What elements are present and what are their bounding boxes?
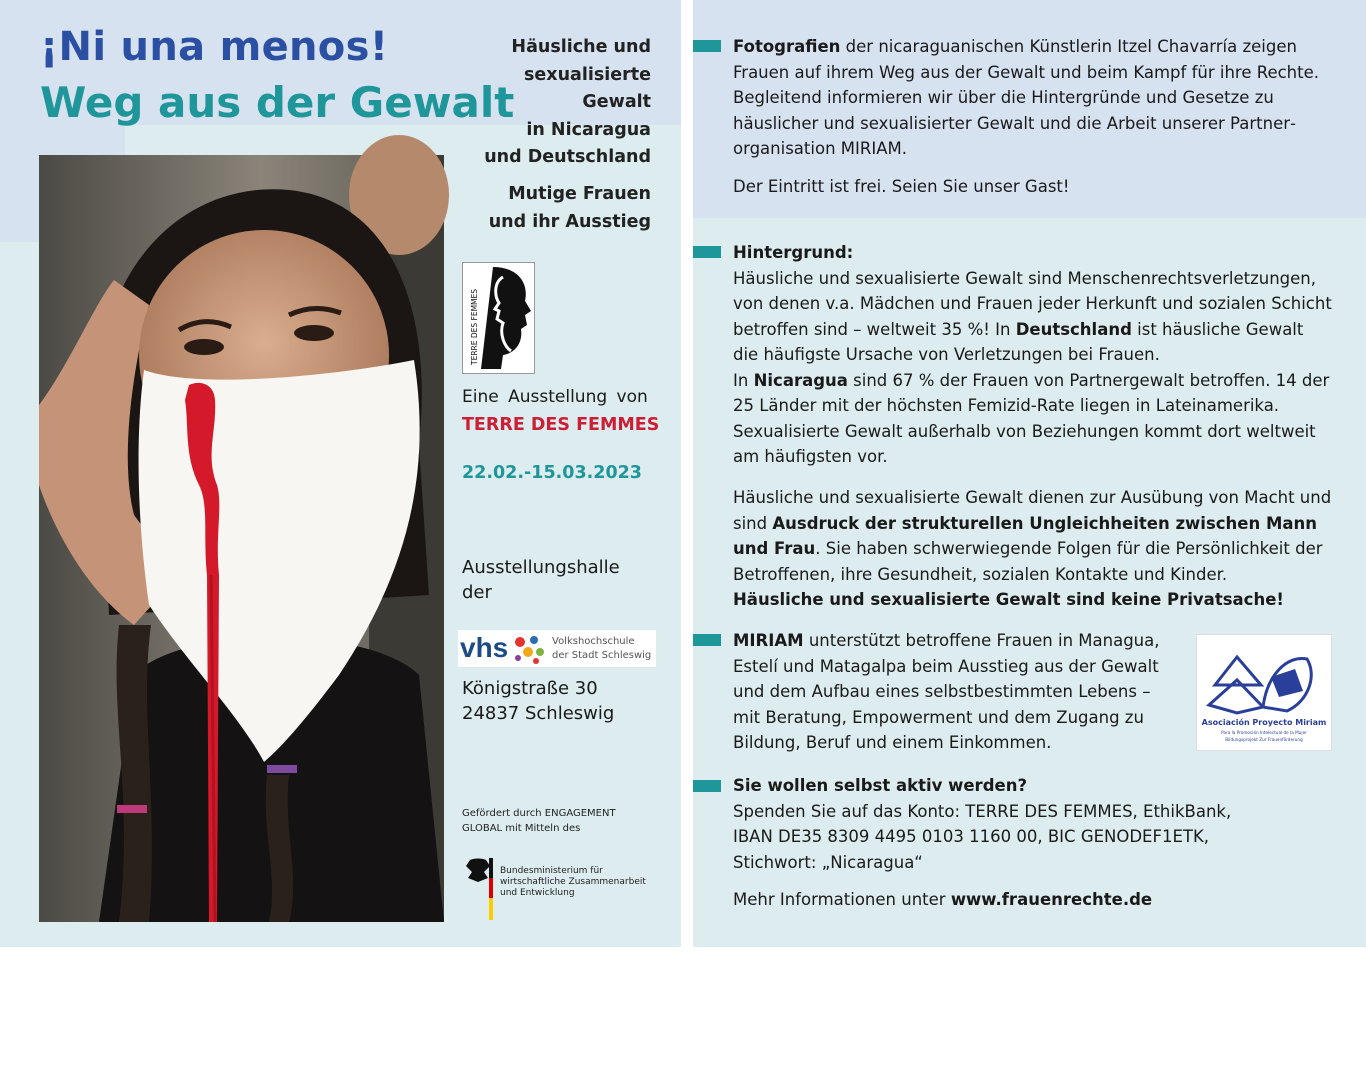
right-page [693,0,1366,947]
exhibition-dates: 22.02.-15.03.2023 [462,463,642,483]
background-heading: Hintergrund: [733,243,854,262]
subtitle [451,34,651,172]
subtitle-line: in Nicaragua [526,119,651,140]
profile-logo-icon [463,263,534,373]
title-line2: Weg aus der Gewalt [40,78,515,127]
miriam-logo-tagline: Bildungsprojekt Zur Frauenförderung [1225,737,1303,742]
miriam-logo-tagline: Para la Promoción Intelectual de la Mujer [1221,730,1307,735]
miriam-logo [1196,634,1332,751]
exhibition-by: Eine Ausstellung von [462,387,648,407]
tdf-logo-text: TERRE DES FEMMES [470,288,479,365]
ministry-line: und Entwicklung [500,888,575,898]
left-page [0,0,681,1071]
power-bold: Ausdruck der strukturellen Ungleichheiten zwischen Mann und Frau [733,513,1318,558]
terre-des-femmes-logo [462,262,535,374]
miriam-logo-name: Asociación Proyecto Miriam [1201,718,1327,727]
miriam-text: unterstützt betroffene Frauen in Managua, Estelí und Matagalpa beim Ausstieg aus der Gewalt und dem Aufbau eines selbstbestimmten Lebens – mit Beratung, Empowerment und dem Zugang zu Bildung, Beruf und einem Einkommen. [733,631,1160,752]
subtitle-line: und Deutschland [484,147,651,167]
vhs-name-line1: Volkshochschule [552,636,635,647]
subtitle-line: Häusliche und [511,37,651,57]
background-text: In [733,370,754,390]
vhs-logo-wordmark: vhs [460,632,509,663]
funding-line2: GLOBAL mit Mitteln des [462,823,581,834]
ministry-line: Bundesministerium für [500,866,603,876]
vhs-logo [458,630,656,667]
power-text: Häusliche und sexualisierte Gewalt dienen zur Ausübung von Macht und sind [733,488,1332,533]
subtitle-line: sexualisierte [524,64,651,85]
background-text: Häusliche und sexualisierte Gewalt sind Menschenrechtsverletzungen, von denen v.a. Mädchen und Frauen jeder Herkunft und sozialen Schicht betroffen sind – weltweit 35 %! In [733,268,1332,339]
subtitle-line: Gewalt [582,92,651,112]
action-heading: Sie wollen selbst aktiv werden? [733,776,1028,795]
power-emphasis: Häusliche und sexualisierte Gewalt sind keine Privatsache! [733,590,1284,609]
more-info-text: Mehr Informationen unter [733,890,951,909]
intro-text: der nicaraguanischen Künstlerin Itzel Chavarría zeigen Frauen auf ihrem Weg aus der Gewalt und beim Kampf für ihre Rechte. Begleitend informieren wir über die Hintergründe und Gesetze zu häuslicher und sexualisierter Gewalt und die Arbeit unserer Partnerorganisation MIRIAM. [733,37,1319,158]
title-line1: ¡Ni una menos! [40,24,389,70]
background-section [733,240,1333,470]
ministry-line: wirtschaftliche Zusammenarbeit [500,877,646,887]
teal-bullet [693,40,721,52]
venue-line1: Ausstellungshalle [462,557,620,578]
background-bold: Deutschland [1015,319,1132,339]
miriam-logo-icon [1197,635,1331,750]
photo-illustration [39,155,444,922]
background-text: sind 67 % der Frauen von Partnergewalt betroffen. 14 der 25 Länder mit der höchsten Femizid-Rate liegen in Lateinamerika. Sexualisierte Gewalt außerhalb von Beziehungen kommt dort weltweit am häufigsten vor. [733,370,1330,466]
teal-bullet [693,634,721,646]
entry-note: Der Eintritt ist frei. Seien Sie unser Gast! [733,176,1070,196]
funding-line1: Gefördert durch ENGAGEMENT [462,808,616,819]
power-section [733,485,1333,613]
bmz-logo [462,858,652,920]
background-bold: Nicaragua [753,370,848,390]
federal-eagle-icon [462,858,498,920]
teal-bullet [693,780,721,792]
keyword-line: Stichwort: „Nicaragua“ [733,852,923,872]
vhs-dots-icon [512,634,548,664]
teal-bullet [693,246,721,258]
subtitle-line: und ihr Ausstieg [488,211,651,232]
cover-photo [39,155,444,1071]
page-gutter [681,0,693,947]
address-line2: 24837 Schleswig [462,703,615,724]
power-text: . Sie haben schwerwiegende Folgen für die Persönlichkeit der Betroffenen, ihre Gesundheit, sozialen Kontakte und Kinder. [733,539,1323,584]
website-link[interactable]: www.frauenrechte.de [950,890,1153,909]
donation-line: Spenden Sie auf das Konto: TERRE DES FEMMES, EthikBank, [733,801,1232,821]
iban-line: IBAN DE35 8309 4495 0103 1160 00, BIC GENODEF1ETK, [733,827,1210,846]
background-text: ist häusliche Gewalt die häufigste Ursache von Verletzungen bei Frauen. [733,319,1304,364]
address-line1: Königstraße 30 [462,678,598,699]
miriam-lead: MIRIAM [733,631,804,650]
intro-section [733,34,1333,199]
venue-line2: der [462,582,492,603]
organizer-name: TERRE DES FEMMES [462,415,660,435]
subtitle-line: Mutige Frauen [508,184,651,204]
miriam-section [733,628,1178,756]
action-section [733,773,1333,913]
subtitle-2 [451,181,651,236]
intro-lead: Fotografien [733,37,841,56]
vhs-name-line2: der Stadt Schleswig [552,650,652,661]
photo-credit: © Jorge Mejía Peralta [71,975,81,1071]
